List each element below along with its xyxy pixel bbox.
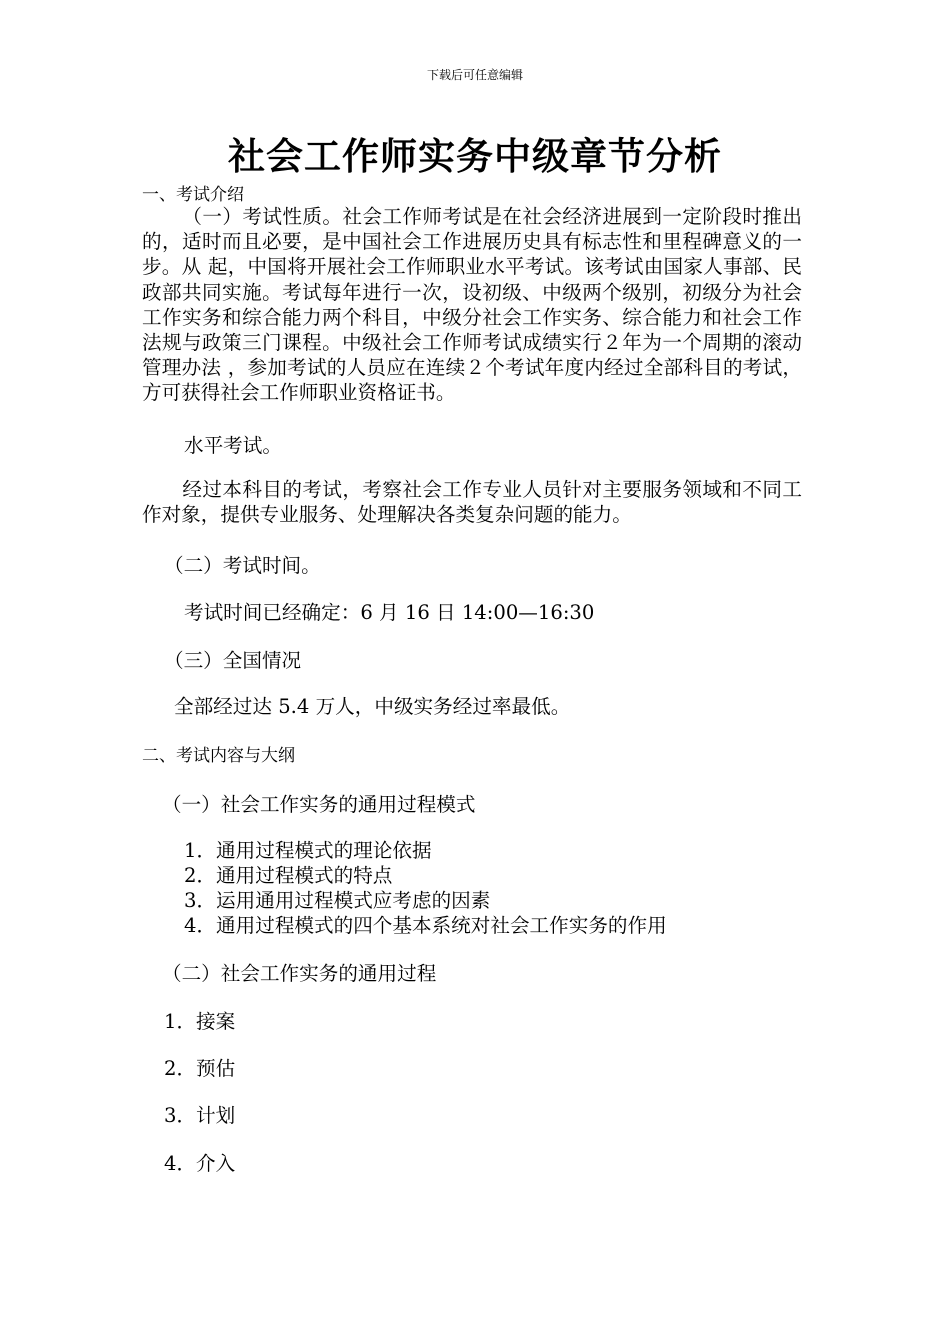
list-item: 3．运用通用过程模式应考虑的因素 [184,889,491,912]
list-item: 1．通用过程模式的理论依据 [184,839,432,862]
national-subheading: （三）全国情况 [164,649,302,672]
list-item: 2．通用过程模式的特点 [184,864,393,887]
national-text: 全部经过达 5.4 万人，中级实务经过率最低。 [174,695,571,718]
document-title: 社会工作师实务中级章节分析 [228,135,722,178]
list-item: 4．通用过程模式的四个基本系统对社会工作实务的作用 [184,914,667,937]
exam-nature-paragraph [142,204,802,406]
page-header-note: 下载后可任意编辑 [426,68,523,82]
general-process-subheading: （二）社会工作实务的通用过程 [162,962,437,985]
list-item: 2．预估 [164,1057,236,1080]
exam-nature-text: （一）考试性质。社会工作师考试是在社会经济进展到一定阶段时推出的，适时而且必要，是中国社会工作进展历史具有标志性和里程碑意义的一步。从 起，中国将开展社会工作师职业水平考试。该考试由国家人事部、民政部共同实施。考试每年进行一次，设初级、中级两个级别，初级分为社会工作实务和综合能力两个科目，中级分社会工作实务、综合能力和社会工作法规与政策三门课程。中级社会工作师考试成绩实行２年为一个周期的滚动管理办法 ，参加考试的人员应在连续２个考试年度内经过全部科目的考试，方可获得社会工作师职业资格证书。 [142,205,802,405]
list-item: 3．计划 [164,1104,236,1127]
section1-heading: 一、考试介绍 [142,185,244,205]
exam-time-text: 考试时间已经确定：6 月 16 日 14:00—16:30 [184,601,595,624]
general-process-model-subheading: （一）社会工作实务的通用过程模式 [162,793,476,816]
level-exam-line: 水平考试。 [184,434,282,457]
list-item: 4．介入 [164,1152,236,1175]
exam-purpose-text: 经过本科目的考试，考察社会工作专业人员针对主要服务领域和不同工作对象，提供专业服务、处理解决各类复杂问题的能力。 [142,478,802,527]
section2-heading: 二、考试内容与大纲 [142,746,295,766]
exam-time-subheading: （二）考试时间。 [164,554,321,577]
list-item: 1．接案 [164,1010,236,1033]
exam-purpose-paragraph [142,477,802,527]
